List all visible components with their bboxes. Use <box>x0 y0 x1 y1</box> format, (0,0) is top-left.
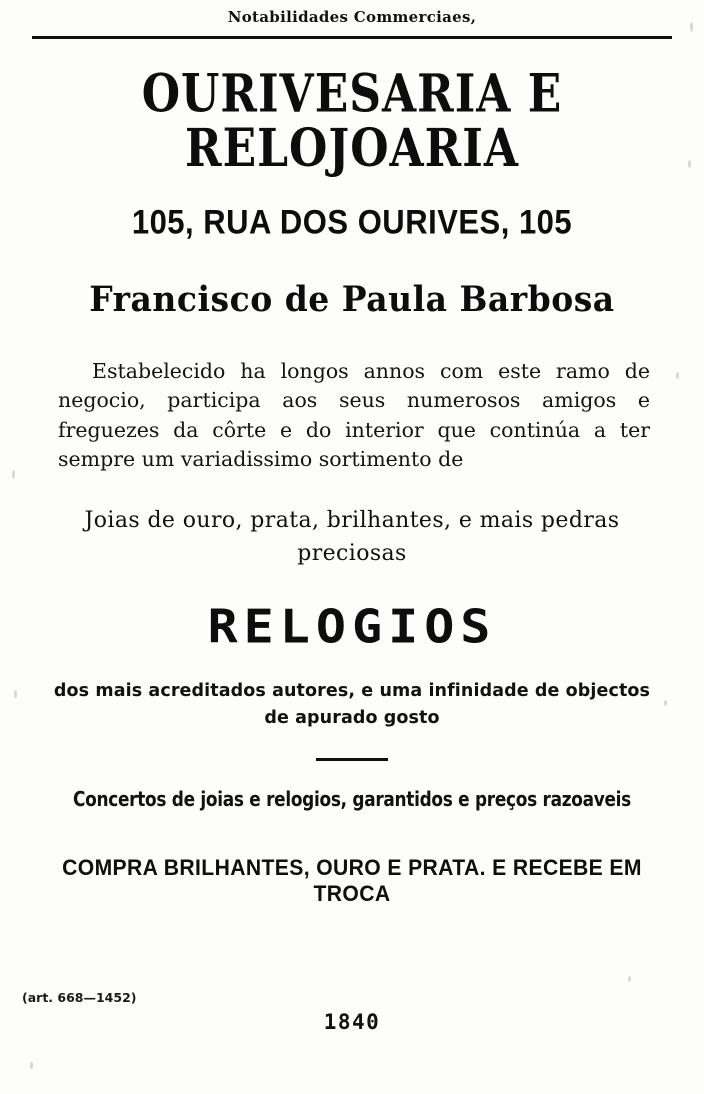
scan-speckle <box>30 1062 33 1069</box>
ad-subnote: dos mais acreditados autores, e uma infinidade de objectos de apurado gosto <box>53 680 651 728</box>
ad-article-reference: (art. 668—1452) <box>22 990 137 1005</box>
scan-speckle <box>14 690 17 698</box>
ad-proprietor-name: Francisco de Paula Barbosa <box>89 278 615 320</box>
running-head: Notabilidades Commerciaes, <box>227 8 477 26</box>
scan-speckle <box>12 470 15 479</box>
ad-year: 1840 <box>323 1010 381 1034</box>
ad-goods-list: Joias de ouro, prata, brilhantes, e mais pedras preciosas <box>84 507 620 566</box>
scan-speckle <box>676 372 679 379</box>
ad-purchase-line: COMPRA BRILHANTES, OURO E PRATA. E RECEBE EM TROCA <box>62 855 642 907</box>
scan-speckle <box>628 976 631 982</box>
scan-speckle <box>664 700 667 706</box>
header-divider <box>32 36 672 39</box>
ad-body-text: Estabelecido ha longos annos com este ramo de negocio, participa aos seus numerosos amigos e freguezes da côrte e do interior que continúa a ter sempre um variadissimo sortimento de <box>58 359 650 471</box>
section-divider <box>316 758 388 761</box>
ad-services-line: Concertos de joias e relogios, garantidos e preços razoaveis <box>73 787 631 812</box>
ad-headline-relogios: RELOGIOS <box>207 600 497 654</box>
advertisement <box>40 52 664 907</box>
scan-speckle <box>688 160 691 168</box>
ad-title: OURIVESARIA E RELOJOARIA <box>141 64 563 180</box>
ad-address: 105, RUA DOS OURIVES, 105 <box>131 202 573 242</box>
